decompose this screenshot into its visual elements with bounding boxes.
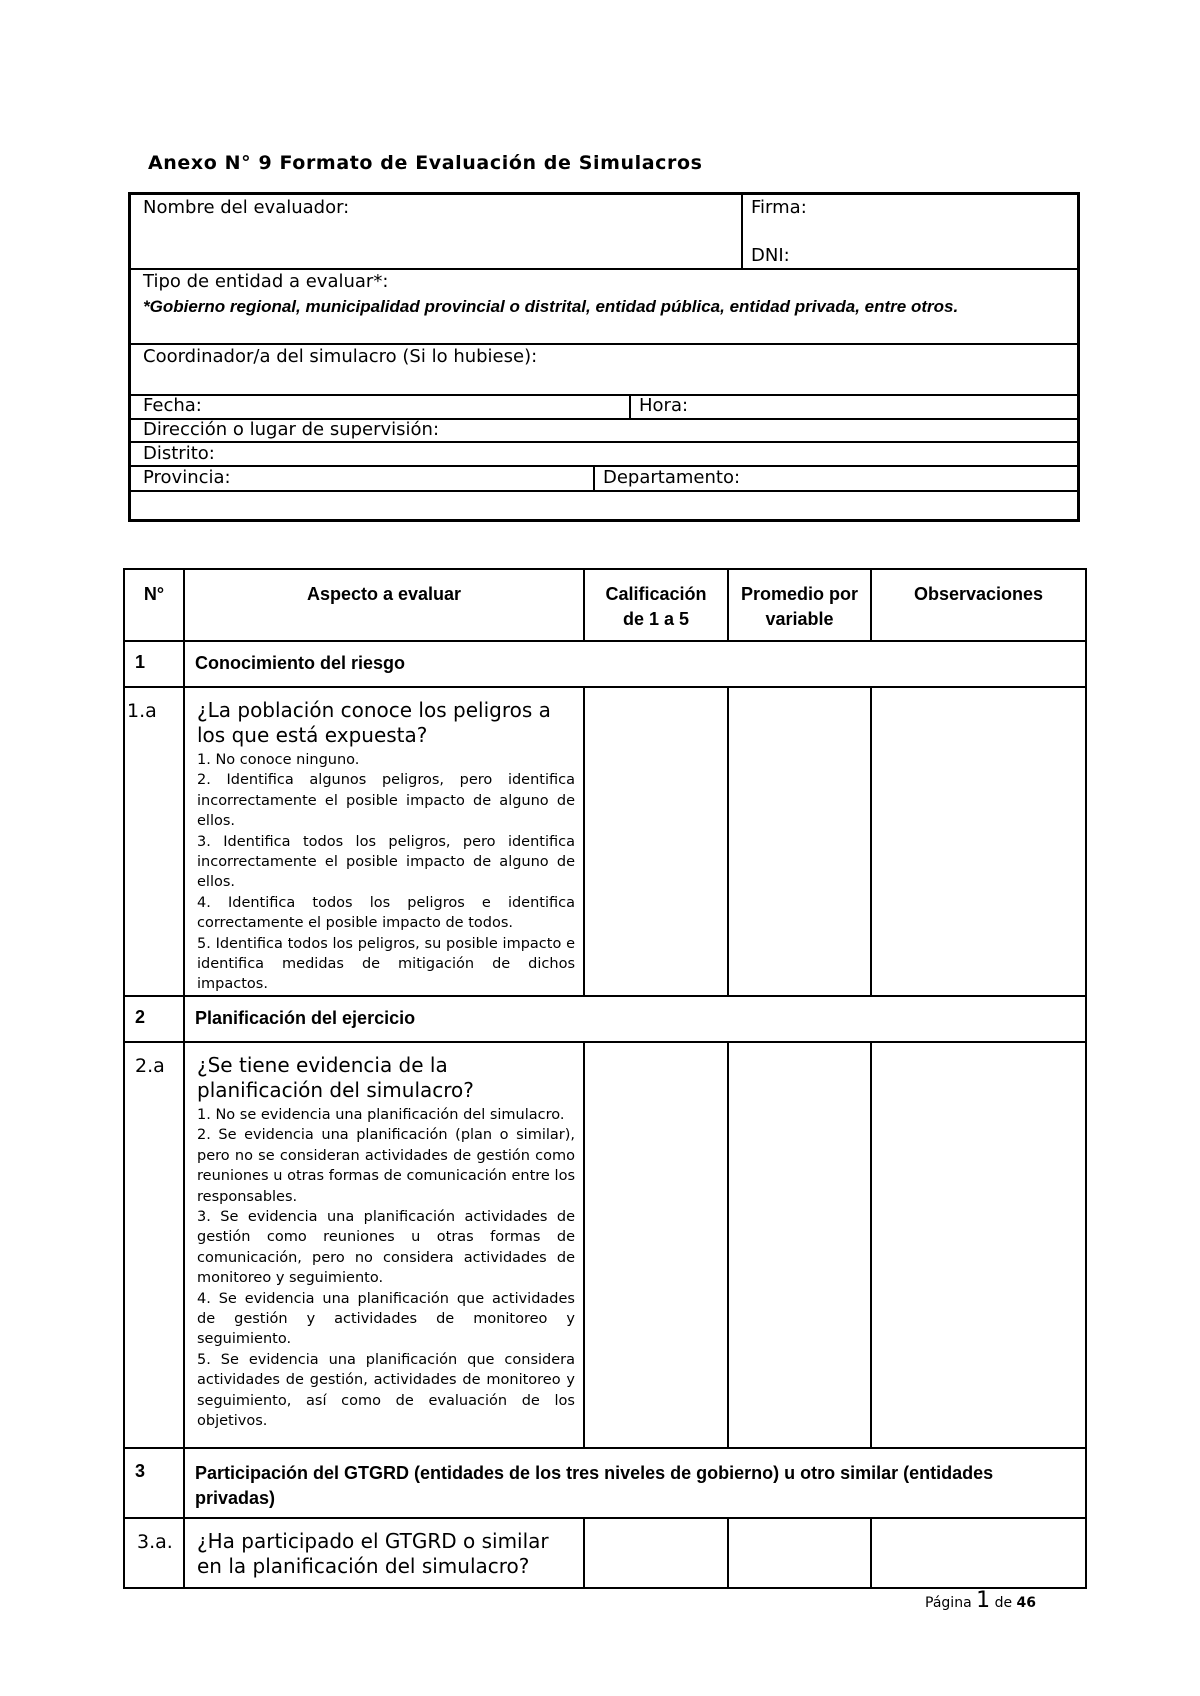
date-label: Fecha: [143, 395, 202, 416]
question-number: 1.a [124, 687, 184, 996]
question-row [124, 1518, 1086, 1588]
province-label: Provincia: [143, 467, 231, 488]
of-label: de [994, 1595, 1013, 1611]
address-label: Dirección o lugar de supervisión: [143, 419, 440, 440]
score-cell[interactable] [584, 1042, 728, 1448]
time-label: Hora: [639, 395, 689, 416]
header-score: Calificación de 1 a 5 [584, 569, 728, 641]
signature-label: Firma: [751, 197, 807, 218]
question-number: 2.a [124, 1042, 184, 1448]
score-cell[interactable] [584, 1518, 728, 1588]
section-title: Conocimiento del riesgo [184, 641, 1086, 687]
header-num: N° [124, 569, 184, 641]
options-list [185, 748, 583, 995]
district-label: Distrito: [143, 443, 215, 464]
entity-type-label: Tipo de entidad a evaluar*: [143, 271, 389, 292]
options-list [185, 1103, 583, 1432]
option-item: 2. Identifica algunos peligros, pero identifica incorrectamente el posible impacto de alguno de ellos. [197, 772, 575, 830]
question-cell [184, 687, 584, 996]
section-number: 3 [124, 1448, 184, 1518]
question-text: ¿Se tiene evidencia de la planificación del simulacro? [197, 1052, 474, 1102]
total-pages: 46 [1016, 1595, 1036, 1611]
question-cell [184, 1042, 584, 1448]
section-number: 1 [124, 641, 184, 687]
average-cell[interactable] [728, 687, 871, 996]
evaluator-name-label: Nombre del evaluador: [143, 197, 350, 218]
evaluator-info-box [128, 192, 1080, 522]
score-cell[interactable] [584, 687, 728, 996]
coordinator-label: Coordinador/a del simulacro (Si lo hubiese): [143, 346, 538, 367]
question-row [124, 687, 1086, 996]
header-observations: Observaciones [871, 569, 1086, 641]
observations-cell[interactable] [871, 1042, 1086, 1448]
section-row [124, 641, 1086, 687]
option-item: 4. Identifica todos los peligros e identifica correctamente el posible impacto de todos. [197, 894, 575, 932]
option-item: 4. Se evidencia una planificación que actividades de gestión y actividades de monitoreo y seguimiento. [197, 1290, 575, 1348]
page-label: Página [925, 1595, 972, 1611]
question-cell [184, 1518, 584, 1588]
section-title: Planificación del ejercicio [184, 996, 1086, 1042]
page-footer [925, 1588, 1036, 1613]
option-item: 5. Identifica todos los peligros, su posible impacto e identifica medidas de mitigación de dichos impactos. [197, 935, 575, 993]
option-item: 1. No se evidencia una planificación del simulacro. [197, 1106, 565, 1123]
section-title: Participación del GTGRD (entidades de los tres niveles de gobierno) u otro similar (entidades privadas) [184, 1448, 1086, 1518]
option-item: 3. Identifica todos los peligros, pero identifica incorrectamente el posible impacto de alguno de ellos. [197, 833, 575, 891]
dni-label: DNI: [751, 245, 790, 266]
department-label: Departamento: [603, 467, 741, 488]
section-number: 2 [124, 996, 184, 1042]
header-aspect: Aspecto a evaluar [184, 569, 584, 641]
option-item: 2. Se evidencia una planificación (plan o similar), pero no se consideran actividades de gestión como reuniones u otras formas de comunicación entre los responsables. [197, 1127, 575, 1205]
current-page: 1 [976, 1588, 991, 1613]
question-number: 3.a. [124, 1518, 184, 1588]
question-text: ¿La población conoce los peligros a los que está expuesta? [197, 698, 551, 747]
header-average: Promedio por variable [728, 569, 871, 641]
observations-cell[interactable] [871, 687, 1086, 996]
page-title: Anexo N° 9 Formato de Evaluación de Simulacros [148, 152, 703, 174]
table-header-row [124, 569, 1086, 641]
option-item: 5. Se evidencia una planificación que considera actividades de gestión, actividades de monitoreo y seguimiento, así como de evaluación de los objetivos. [197, 1351, 575, 1429]
observations-cell[interactable] [871, 1518, 1086, 1588]
question-row [124, 1042, 1086, 1448]
section-row [124, 1448, 1086, 1518]
question-text: ¿Ha participado el GTGRD o similar en la planificación del simulacro? [197, 1528, 549, 1578]
option-item: 3. Se evidencia una planificación actividades de gestión como reuniones u otras formas de comunicación, pero no considera actividades de monitoreo y seguimiento. [197, 1208, 575, 1287]
evaluation-table [123, 568, 1087, 1589]
average-cell[interactable] [728, 1518, 871, 1588]
option-item: 1. No conoce ninguno. [197, 752, 360, 768]
entity-type-note: *Gobierno regional, municipalidad provincial o distrital, entidad pública, entidad privada, entre otros. [143, 297, 959, 316]
section-row [124, 996, 1086, 1042]
average-cell[interactable] [728, 1042, 871, 1448]
